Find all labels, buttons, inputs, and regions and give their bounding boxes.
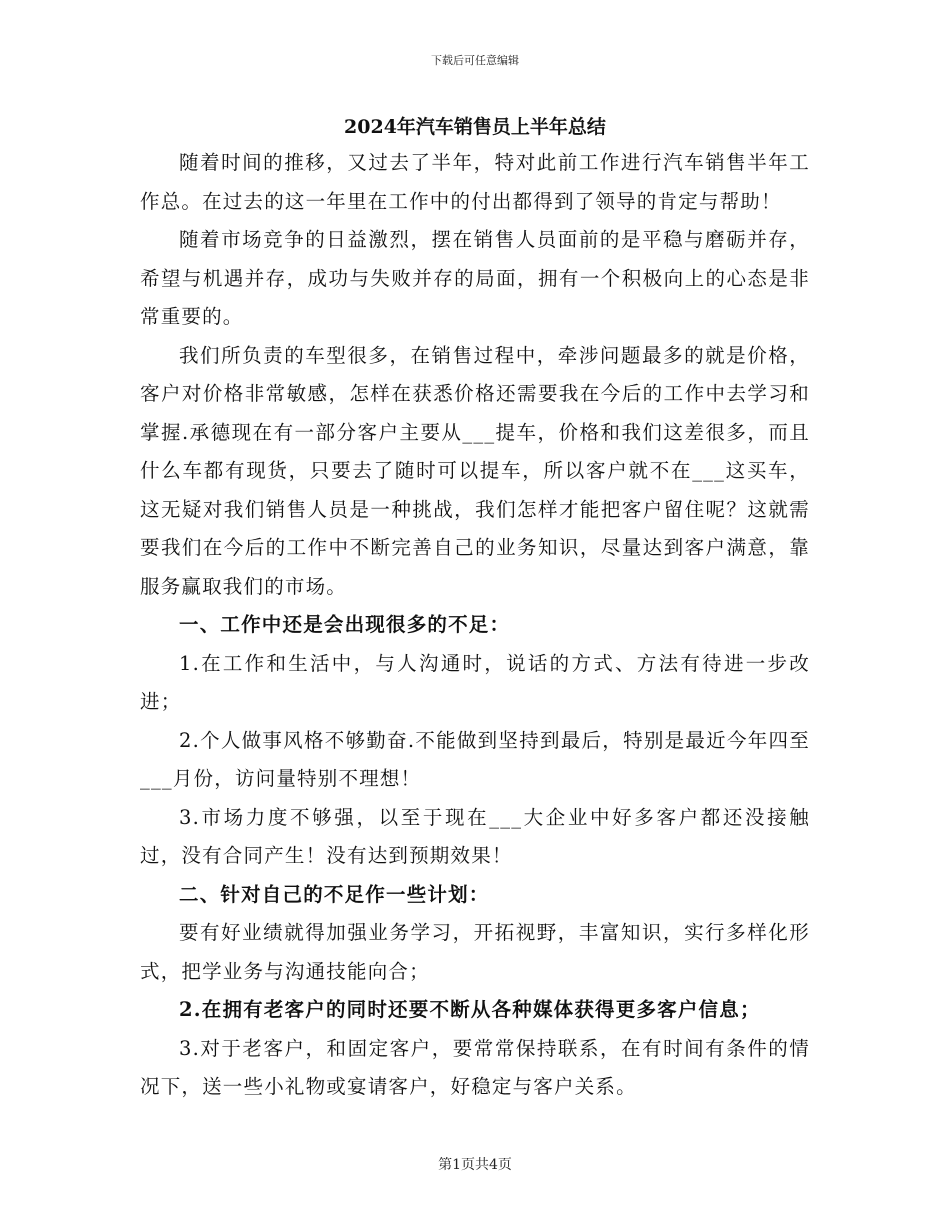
paragraph-pricing: 我们所负责的车型很多，在销售过程中，牵涉问题最多的就是价格，客户对价格非常敏感，怎样在获悉价格还需要我在今后的工作中去学习和掌握.承德现在有一部分客户主要从___提车，价格和我们这差很多，而且什么车都有现货，只要去了随时可以提车，所以客户就不在___这买车，这无疑对我们销售人员是一种挑战，我们怎样才能把客户留住呢？这就需要我们在今后的工作中不断完善自己的业务知识，尽量达到客户满意，靠服务赢取我们的市场。	[140, 343, 810, 598]
document-title: 2024年汽车销售员上半年总结	[344, 116, 606, 138]
list-item-shortcoming-1: 1.在工作和生活中，与人沟通时，说话的方式、方法有待进一步改进；	[140, 651, 810, 713]
list-item-shortcoming-3: 3.市场力度不够强，以至于现在___大企业中好多客户都还没接触过，没有合同产生！没有达到预期效果！	[140, 805, 810, 867]
paragraph-market: 随着市场竞争的日益激烈，摆在销售人员面前的是平稳与磨砺并存，希望与机遇并存，成功与失败并存的局面，拥有一个积极向上的心态是非常重要的。	[140, 228, 810, 328]
paragraph-intro: 随着时间的推移，又过去了半年，特对此前工作进行汽车销售半年工作总。在过去的这一年里在工作中的付出都得到了领导的肯定与帮助！	[140, 151, 810, 213]
list-item-plan-3: 3.对于老客户，和固定客户，要常常保持联系，在有时间有条件的情况下，送一些小礼物或宴请客户，好稳定与客户关系。	[140, 1036, 810, 1098]
list-item-plan-2: 2.在拥有老客户的同时还要不断从各种媒体获得更多客户信息；	[179, 998, 761, 1021]
document-body	[140, 144, 810, 1107]
page-number: 第1页共4页	[438, 1157, 512, 1173]
list-item-shortcoming-2: 2.个人做事风格不够勤奋.不能做到坚持到最后，特别是最近今年四至___月份，访问量特别不理想！	[140, 728, 810, 790]
section-heading-shortcomings: 一、工作中还是会出现很多的不足：	[179, 613, 511, 636]
header-note: 下载后可任意编辑	[431, 54, 519, 67]
list-item-plan-1: 要有好业绩就得加强业务学习，开拓视野，丰富知识，实行多样化形式，把学业务与沟通技能向合；	[140, 921, 810, 983]
section-heading-plans: 二、针对自己的不足作一些计划：	[179, 882, 490, 906]
